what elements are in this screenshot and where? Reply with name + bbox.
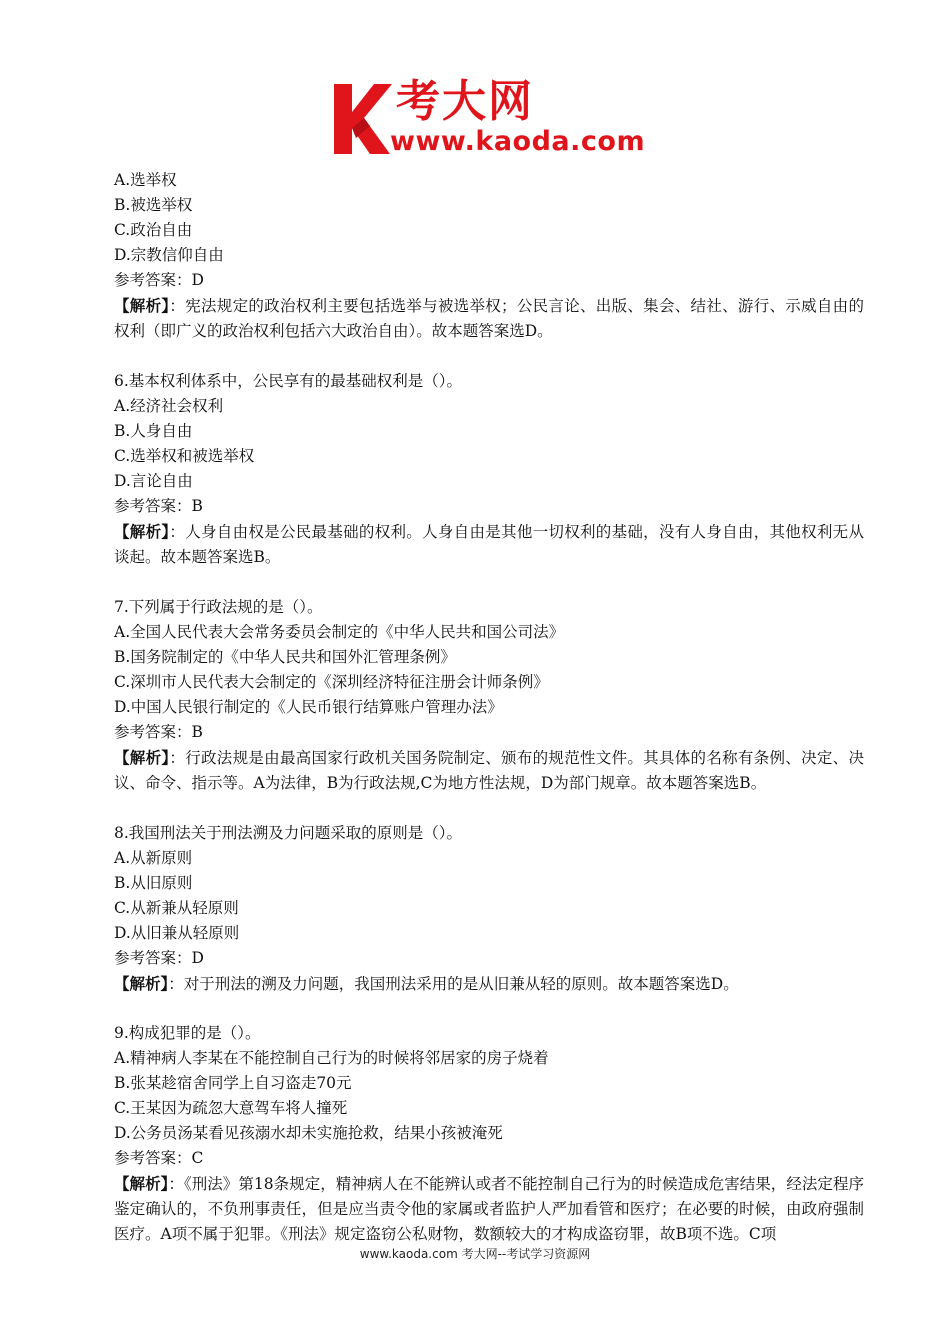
question-5 [114,168,864,344]
analysis-tag: 【解析】 [114,1174,169,1193]
kaoda-logo [330,76,650,160]
option-d: D.从旧兼从轻原则 [114,924,240,942]
option-a: A.精神病人李某在不能控制自己行为的时候将邻居家的房子烧着 [114,1049,549,1067]
option-a: A.选举权 [114,171,177,189]
question-8 [114,821,864,996]
option-d: D.言论自由 [114,472,193,490]
option-c: C.深圳市人民代表大会制定的《深圳经济特征注册会计师条例》 [114,673,549,691]
reference-answer: 参考答案：D [114,271,204,289]
kaoda-k-icon [330,78,394,158]
option-a: A.经济社会权利 [114,397,224,415]
analysis [114,971,864,996]
analysis-tag: 【解析】 [114,296,170,315]
analysis [114,293,864,344]
logo-chinese-name: 考大网 [396,76,534,127]
option-c: C.王某因为疏忽大意驾车将人撞死 [114,1099,348,1117]
analysis [114,519,864,570]
analysis [114,745,864,796]
option-b: B.国务院制定的《中华人民共和国外汇管理条例》 [114,648,456,666]
document-body [114,168,864,1247]
question-stem: 7.下列属于行政法规的是（）。 [114,598,323,616]
option-a: A.从新原则 [114,849,193,867]
option-d: D.公务员汤某看见孩溺水却未实施抢救，结果小孩被淹死 [114,1124,503,1142]
question-6 [114,369,864,570]
analysis-text: ：行政法规是由最高国家行政机关国务院制定、颁布的规范性文件。其具体的名称有条例、决定、决议、命令、指示等。A为法律，B为行政法规,C为地方性法规，D为部门规章。故本题答案选B。 [114,749,864,792]
option-b: B.人身自由 [114,422,193,440]
analysis-text: ：宪法规定的政治权利主要包括选举与被选举权；公民言论、出版、集会、结社、游行、示威自由的权利（即广义的政治权利包括六大政治自由）。故本题答案选D。 [114,297,864,340]
option-d: D.宗教信仰自由 [114,246,224,264]
analysis-text: ：人身自由权是公民最基础的权利。人身自由是其他一切权利的基础，没有人身自由，其他权利无从谈起。故本题答案选B。 [114,523,864,566]
reference-answer: 参考答案：C [114,1149,204,1167]
option-c: C.从新兼从轻原则 [114,899,239,917]
reference-answer: 参考答案：D [114,949,204,967]
analysis-tag: 【解析】 [114,974,169,993]
question-stem: 8.我国刑法关于刑法溯及力问题采取的原则是（）。 [114,824,463,842]
option-d: D.中国人民银行制定的《人民币银行结算账户管理办法》 [114,698,503,716]
reference-answer: 参考答案：B [114,723,203,741]
option-a: A.全国人民代表大会常务委员会制定的《中华人民共和国公司法》 [114,623,565,641]
option-c: C.政治自由 [114,221,193,239]
logo-url: www.kaoda.com [390,126,646,157]
question-9 [114,1021,864,1247]
analysis-text: ：对于刑法的溯及力问题，我国刑法采用的是从旧兼从轻的原则。故本题答案选D。 [168,975,739,993]
question-stem: 6.基本权利体系中，公民享有的最基础权利是（）。 [114,372,463,390]
analysis-tag: 【解析】 [114,522,170,541]
reference-answer: 参考答案：B [114,497,203,515]
analysis [114,1171,864,1247]
option-b: B.张某趁宿舍同学上自习盗走70元 [114,1074,352,1092]
analysis-text: ：《刑法》第18条规定，精神病人在不能辨认或者不能控制自己行为的时候造成危害结果，经法定程序鉴定确认的，不负刑事责任，但是应当责令他的家属或者监护人严加看管和医疗；在必要的时候，由政府强制医疗。A项不属于犯罪。《刑法》规定盗窃公私财物，数额较大的才构成盗窃罪，故B项不选。C项 [114,1175,864,1243]
option-b: B.从旧原则 [114,874,193,892]
option-b: B.被选举权 [114,196,193,214]
page-footer: www.kaoda.com 考大网--考试学习资源网 [359,1247,591,1261]
question-stem: 9.构成犯罪的是（）。 [114,1024,261,1042]
question-7 [114,595,864,796]
option-c: C.选举权和被选举权 [114,447,255,465]
analysis-tag: 【解析】 [114,748,170,767]
